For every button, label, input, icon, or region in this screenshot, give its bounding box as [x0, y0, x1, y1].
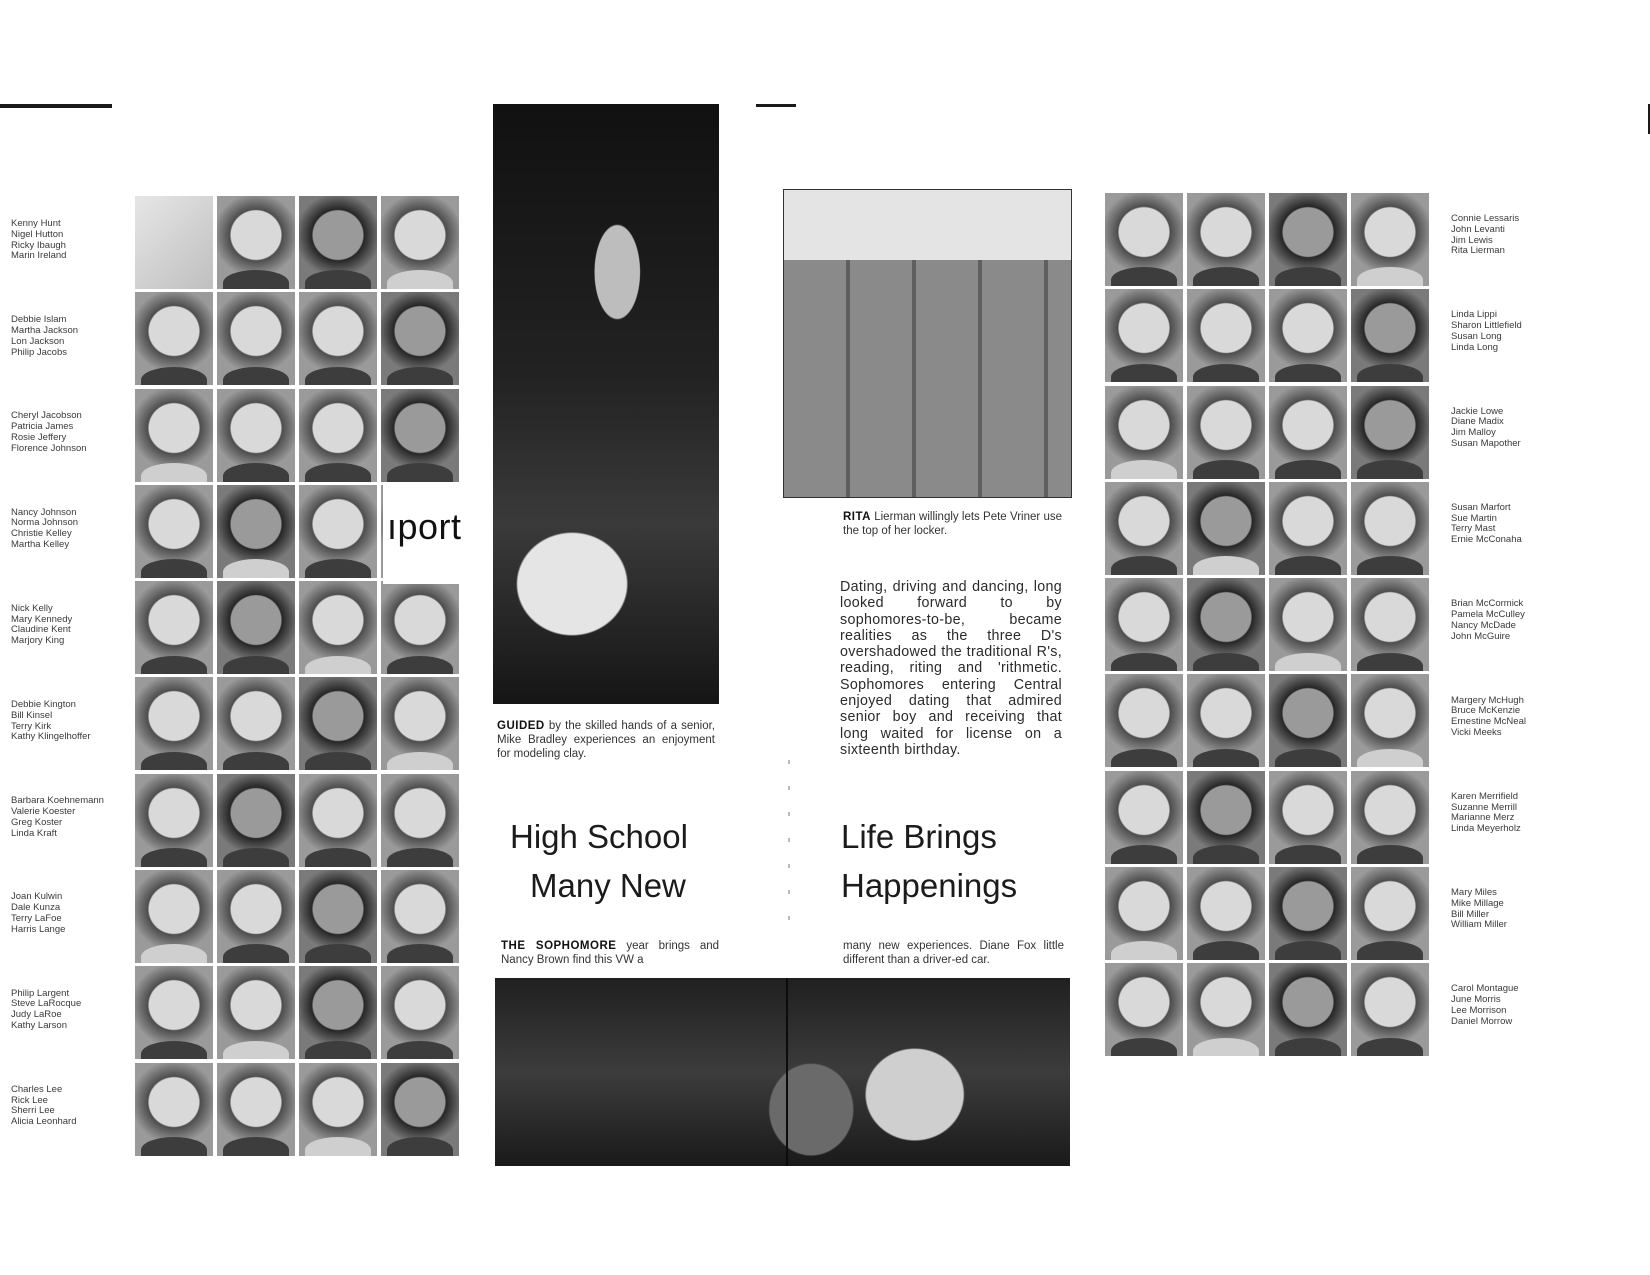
- student-name: Kathy Larson: [11, 1019, 67, 1031]
- student-portrait: [1105, 386, 1183, 479]
- student-name: Joan Kulwin: [11, 891, 63, 903]
- name-group: [11, 700, 91, 743]
- caption-text: year brings and Nancy Brown find this VW a: [501, 940, 720, 966]
- student-name: Linda Kraft: [11, 827, 57, 839]
- headline-line1-right: Life Brings: [841, 818, 997, 855]
- student-name: Pamela McCulley: [1451, 608, 1525, 620]
- student-name: Linda Long: [1451, 341, 1499, 353]
- caption-lead: RITA: [843, 511, 871, 523]
- student-portrait: [217, 774, 295, 867]
- student-name: Nigel Hutton: [11, 228, 64, 240]
- student-portrait: [217, 677, 295, 770]
- student-name: Susan Long: [1451, 330, 1502, 342]
- student-portrait: [299, 966, 377, 1059]
- student-name: Rosie Jeffery: [11, 431, 67, 443]
- student-portrait: [217, 292, 295, 385]
- student-portrait: [217, 966, 295, 1059]
- student-portrait: [135, 196, 213, 289]
- student-name: Terry LaFoe: [11, 912, 62, 924]
- student-name: Diane Madix: [1451, 416, 1504, 428]
- student-name: Judy LaRoe: [11, 1009, 62, 1021]
- student-portrait: [1351, 771, 1429, 864]
- student-name: Jackie Lowe: [1451, 405, 1504, 417]
- photo-seam: [786, 978, 788, 1166]
- student-portrait: [381, 677, 459, 770]
- headline-line2-left: Many New: [530, 867, 686, 904]
- student-portrait: [1351, 674, 1429, 767]
- student-name: Bill Kinsel: [11, 709, 53, 721]
- car-caption-right: [843, 939, 1064, 967]
- student-name: Charles Lee: [11, 1083, 63, 1095]
- student-name: Margery McHugh: [1451, 694, 1524, 706]
- student-portrait: [381, 196, 459, 289]
- student-portrait: [135, 485, 213, 578]
- import-fragment-patch: [383, 484, 475, 584]
- clay-modeling-photo: [493, 104, 719, 704]
- name-group: [1451, 696, 1526, 739]
- student-portrait: [381, 581, 459, 674]
- top-edge-left: [0, 104, 112, 108]
- student-portrait: [135, 292, 213, 385]
- import-fragment-text: ıport: [387, 506, 462, 547]
- car-caption-left: [501, 939, 719, 967]
- student-name: Rick Lee: [11, 1094, 48, 1106]
- student-name: Nick Kelly: [11, 602, 53, 614]
- student-portrait: [1105, 867, 1183, 960]
- student-portrait: [1269, 482, 1347, 575]
- student-name: John McGuire: [1451, 630, 1511, 642]
- student-name: Suzanne Merrill: [1451, 801, 1517, 813]
- student-name: Carol Montague: [1451, 983, 1519, 995]
- student-portrait: [1105, 482, 1183, 575]
- student-portrait: [1105, 578, 1183, 671]
- student-name: June Morris: [1451, 994, 1501, 1006]
- student-name: Marianne Merz: [1451, 812, 1515, 824]
- student-name: Valerie Koester: [11, 805, 76, 817]
- student-portrait: [1269, 771, 1347, 864]
- student-portrait: [1105, 193, 1183, 286]
- student-portrait: [1187, 289, 1265, 382]
- student-name: Terry Mast: [1451, 523, 1496, 535]
- student-portrait: [1187, 386, 1265, 479]
- student-name: Patricia James: [11, 421, 74, 433]
- student-name: Alicia Leonhard: [11, 1116, 77, 1128]
- headline-line1-left: High School: [510, 818, 688, 855]
- student-portrait: [1351, 289, 1429, 382]
- caption-text: Lierman willingly lets Pete Vriner use the top of her locker.: [843, 511, 1062, 537]
- student-name: Susan Marfort: [1451, 501, 1511, 513]
- student-name: Lon Jackson: [11, 335, 65, 347]
- student-name: Linda Meyerholz: [1451, 823, 1521, 835]
- story-body: Dating, driving and dancing, long looked forward to by sophomores-to-be, became realities as the three D's overshadowed the traditional R's, reading, riting and 'rithmetic. Sophomores entering Central enjoyed dating that admired senior boy and receiving that long waited for license on a sixteenth birthday.: [840, 579, 1062, 758]
- student-name: Kenny Hunt: [11, 218, 61, 229]
- student-name: Debbie Kington: [11, 699, 76, 710]
- student-portrait: [135, 774, 213, 867]
- student-portrait: [381, 389, 459, 482]
- name-group: [11, 1085, 77, 1128]
- name-group: [1451, 599, 1525, 642]
- student-portrait: [1269, 386, 1347, 479]
- student-portrait: [1187, 578, 1265, 671]
- student-name: Philip Jacobs: [11, 346, 67, 358]
- student-name: Nancy McDade: [1451, 619, 1516, 631]
- caption-text: many new experiences. Diane Fox little different than a driver-ed car.: [843, 940, 1064, 966]
- student-name: Rita Lierman: [1451, 245, 1505, 257]
- student-portrait: [217, 389, 295, 482]
- student-name: Sherri Lee: [11, 1105, 55, 1117]
- student-portrait: [135, 1063, 213, 1156]
- name-group: [1451, 792, 1521, 835]
- student-name: Barbara Koehnemann: [11, 795, 104, 807]
- vw-car-photo: [495, 978, 1070, 1166]
- name-group: [1451, 503, 1522, 546]
- student-portrait: [381, 966, 459, 1059]
- student-name: Lee Morrison: [1451, 1004, 1507, 1016]
- student-name: Vicki Meeks: [1451, 726, 1502, 738]
- student-name: Marjory King: [11, 635, 65, 647]
- student-name: Jim Malloy: [1451, 427, 1496, 439]
- student-portrait: [299, 389, 377, 482]
- student-portrait: [1351, 386, 1429, 479]
- student-name: Brian McCormick: [1451, 598, 1524, 610]
- student-name: Ernestine McNeal: [1451, 716, 1526, 728]
- student-portrait: [381, 1063, 459, 1156]
- student-name: Claudine Kent: [11, 624, 71, 636]
- student-portrait: [217, 581, 295, 674]
- student-portrait: [1105, 771, 1183, 864]
- student-portrait: [1269, 963, 1347, 1056]
- student-portrait: [299, 581, 377, 674]
- name-group: [1451, 888, 1507, 931]
- locker-caption: [843, 510, 1062, 538]
- student-name: John Levanti: [1451, 223, 1505, 235]
- caption-text: by the skilled hands of a senior, Mike Bradley experiences an enjoyment for modeling clay.: [497, 720, 715, 760]
- student-name: Karen Merrifield: [1451, 790, 1519, 802]
- clay-caption: [497, 719, 715, 761]
- student-portrait: [1269, 289, 1347, 382]
- student-portrait: [1351, 963, 1429, 1056]
- student-portrait: [217, 485, 295, 578]
- student-portrait: [1269, 867, 1347, 960]
- student-portrait: [299, 774, 377, 867]
- student-portrait: [1187, 771, 1265, 864]
- name-group: [11, 989, 81, 1032]
- caption-lead: GUIDED: [497, 720, 545, 732]
- student-portrait: [299, 1063, 377, 1156]
- right-portrait-grid: [1105, 193, 1429, 1056]
- headline-line2-right: Happenings: [841, 867, 1018, 904]
- student-portrait: [1351, 867, 1429, 960]
- student-name: Greg Koster: [11, 816, 63, 828]
- name-group: [11, 604, 72, 647]
- student-portrait: [299, 292, 377, 385]
- student-name: Norma Johnson: [11, 517, 79, 529]
- page-fold: [788, 760, 790, 920]
- student-name: Harris Lange: [11, 923, 66, 935]
- student-portrait: [299, 677, 377, 770]
- student-portrait: [1351, 578, 1429, 671]
- student-portrait: [135, 581, 213, 674]
- student-name: Connie Lessaris: [1451, 213, 1520, 224]
- top-edge-middle: [756, 104, 796, 107]
- student-name: Steve LaRocque: [11, 998, 82, 1010]
- name-group: [11, 508, 78, 551]
- name-group: [11, 411, 87, 454]
- student-name: Martha Jackson: [11, 324, 79, 336]
- student-name: Terry Kirk: [11, 720, 52, 732]
- student-name: Cheryl Jacobson: [11, 410, 82, 422]
- student-portrait: [1187, 674, 1265, 767]
- name-group: [1451, 984, 1519, 1027]
- student-name: Ernie McConaha: [1451, 534, 1522, 546]
- student-portrait: [1269, 674, 1347, 767]
- name-group: [11, 892, 65, 935]
- student-portrait: [217, 1063, 295, 1156]
- student-portrait: [1105, 674, 1183, 767]
- name-group: [1451, 214, 1519, 257]
- student-portrait: [299, 485, 377, 578]
- locker-photo: [783, 189, 1072, 498]
- student-portrait: [381, 774, 459, 867]
- student-portrait: [1105, 963, 1183, 1056]
- student-name: Florence Johnson: [11, 442, 87, 454]
- name-group: [11, 219, 66, 262]
- name-group: [11, 796, 104, 839]
- student-name: Mike Millage: [1451, 897, 1504, 909]
- student-name: Martha Kelley: [11, 538, 70, 550]
- student-name: Ricky Ibaugh: [11, 239, 66, 251]
- student-portrait: [135, 966, 213, 1059]
- student-name: Kathy Klingelhoffer: [11, 731, 91, 743]
- student-portrait: [1105, 289, 1183, 382]
- student-name: Marin Ireland: [11, 250, 67, 262]
- student-name: Debbie Islam: [11, 314, 67, 326]
- student-name: Sue Martin: [1451, 512, 1497, 524]
- student-name: Dale Kunza: [11, 902, 61, 914]
- student-name: Linda Lippi: [1451, 309, 1497, 321]
- student-portrait: [381, 292, 459, 385]
- student-portrait: [1187, 193, 1265, 286]
- student-name: Susan Mapother: [1451, 437, 1521, 449]
- student-name: Christie Kelley: [11, 528, 72, 540]
- student-portrait: [299, 196, 377, 289]
- student-name: Daniel Morrow: [1451, 1015, 1513, 1027]
- caption-lead: THE SOPHOMORE: [501, 940, 617, 952]
- student-name: Jim Lewis: [1451, 234, 1493, 246]
- student-portrait: [1351, 193, 1429, 286]
- student-portrait: [381, 870, 459, 963]
- student-portrait: [135, 870, 213, 963]
- student-name: Mary Kennedy: [11, 613, 73, 625]
- student-name: Mary Miles: [1451, 887, 1497, 899]
- student-portrait: [1351, 482, 1429, 575]
- student-portrait: [1187, 482, 1265, 575]
- student-portrait: [1187, 963, 1265, 1056]
- student-portrait: [1187, 867, 1265, 960]
- name-group: [1451, 310, 1522, 353]
- name-group: [1451, 407, 1521, 450]
- student-portrait: [1269, 193, 1347, 286]
- student-name: Bill Miller: [1451, 908, 1489, 920]
- student-portrait: [217, 870, 295, 963]
- name-group: [11, 315, 78, 358]
- student-portrait: [1269, 578, 1347, 671]
- student-name: Nancy Johnson: [11, 506, 77, 518]
- student-name: William Miller: [1451, 919, 1507, 931]
- student-name: Sharon Littlefield: [1451, 320, 1522, 332]
- student-name: Philip Largent: [11, 987, 70, 999]
- left-portrait-grid: [135, 196, 459, 1156]
- student-portrait: [135, 677, 213, 770]
- student-portrait: [217, 196, 295, 289]
- student-name: Bruce McKenzie: [1451, 705, 1521, 717]
- student-portrait: [299, 870, 377, 963]
- student-portrait: [135, 389, 213, 482]
